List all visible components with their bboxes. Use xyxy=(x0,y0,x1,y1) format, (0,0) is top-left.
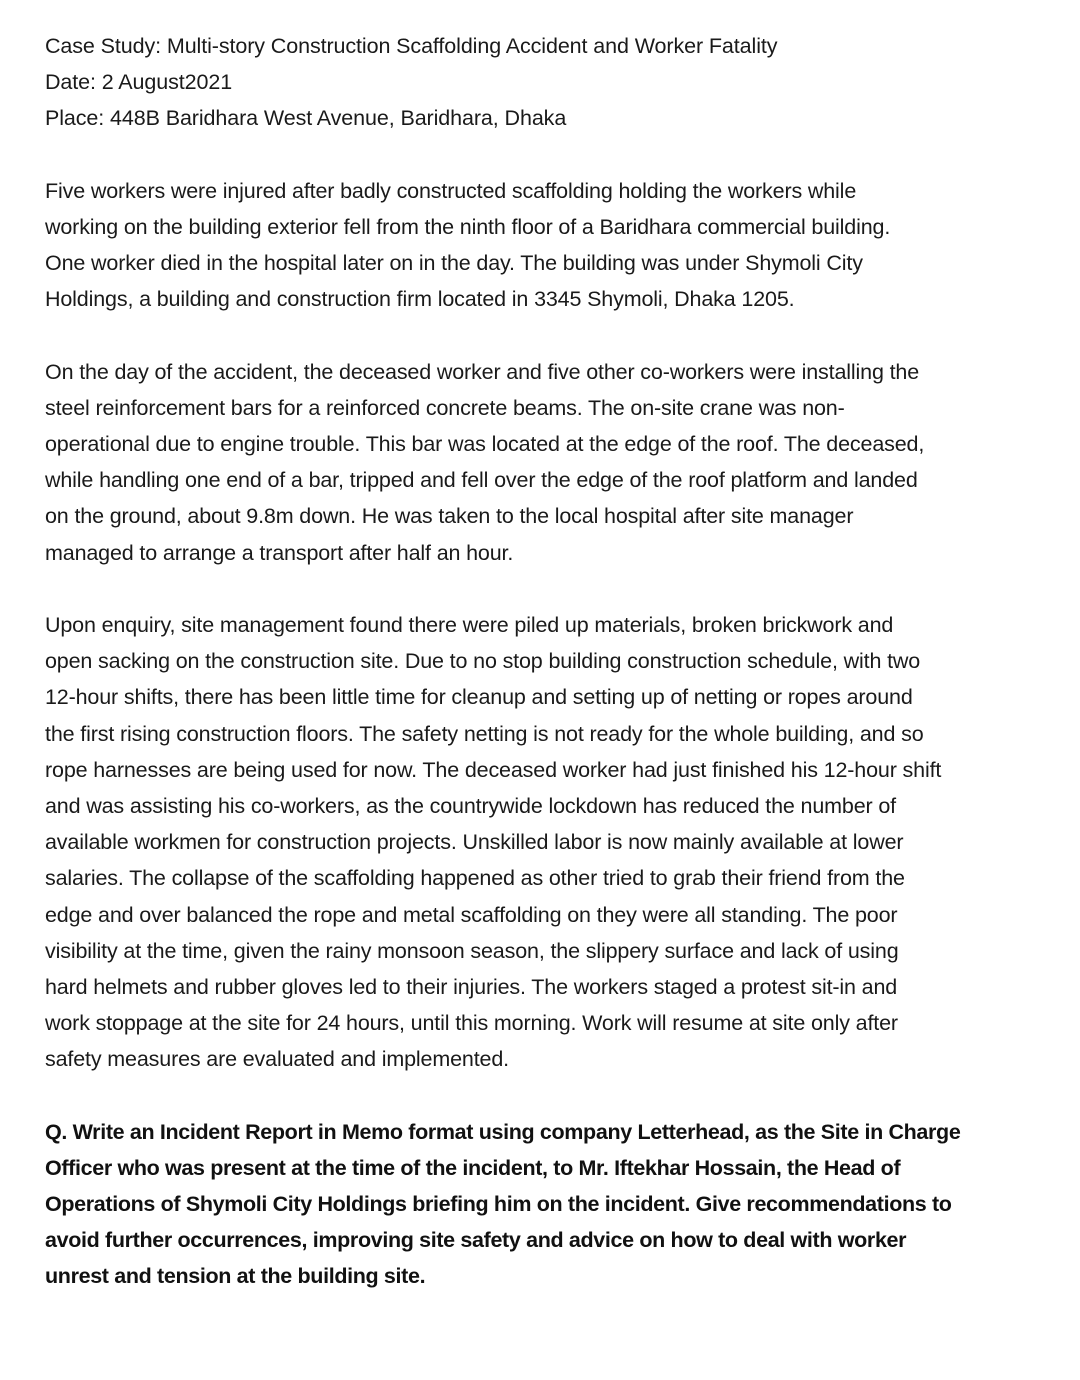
text-line: and was assisting his co-workers, as the countrywide lockdown has reduced the number of xyxy=(45,793,896,818)
text-line: One worker died in the hospital later on in the day. The building was under Shymoli City xyxy=(45,251,863,276)
text-line: while handling one end of a bar, tripped and fell over the edge of the roof platform and landed xyxy=(45,468,918,493)
question-line: Officer who was present at the time of the incident, to Mr. Iftekhar Hossain, the Head of xyxy=(45,1155,901,1180)
text-line: the first rising construction floors. The safety netting is not ready for the whole building, and so xyxy=(45,721,924,746)
case-title: Case Study: Multi-story Construction Scaffolding Accident and Worker Fatality xyxy=(45,34,778,58)
text-line: available workmen for construction projects. Unskilled labor is now mainly available at lower xyxy=(45,830,904,855)
paragraph-enquiry xyxy=(45,607,1055,1077)
text-line: working on the building exterior fell from the ninth floor of a Baridhara commercial building. xyxy=(45,214,891,239)
paragraph-incident-summary xyxy=(45,173,1055,318)
text-line: visibility at the time, given the rainy monsoon season, the slippery surface and lack of using xyxy=(45,938,899,963)
text-line: salaries. The collapse of the scaffolding happened as other tried to grab their friend from the xyxy=(45,866,905,891)
text-line: safety measures are evaluated and implemented. xyxy=(45,1047,509,1072)
text-line: Holdings, a building and construction firm located in 3345 Shymoli, Dhaka 1205. xyxy=(45,287,795,312)
question-line: avoid further occurrences, improving site safety and advice on how to deal with worker xyxy=(45,1228,907,1253)
text-line: Five workers were injured after badly constructed scaffolding holding the workers while xyxy=(45,178,857,203)
text-line: On the day of the accident, the deceased worker and five other co-workers were installing the xyxy=(45,359,920,384)
question-line: Q. Write an Incident Report in Memo format using company Letterhead, as the Site in Charge xyxy=(45,1119,961,1144)
question-line: Operations of Shymoli City Holdings briefing him on the incident. Give recommendations to xyxy=(45,1192,952,1216)
question-line: unrest and tension at the building site. xyxy=(45,1264,426,1289)
case-place: Place: 448B Baridhara West Avenue, Baridhara, Dhaka xyxy=(45,106,567,131)
text-line: edge and over balanced the rope and metal scaffolding on they were all standing. The poor xyxy=(45,902,898,927)
case-header xyxy=(45,28,1055,137)
question-block xyxy=(45,1114,1055,1295)
text-line: rope harnesses are being used for now. The deceased worker had just finished his 12-hour shift xyxy=(45,757,942,782)
text-line: work stoppage at the site for 24 hours, until this morning. Work will resume at site only after xyxy=(45,1011,898,1036)
text-line: on the ground, about 9.8m down. He was taken to the local hospital after site manager xyxy=(45,504,854,529)
text-line: operational due to engine trouble. This bar was located at the edge of the roof. The deceased, xyxy=(45,432,925,457)
text-line: hard helmets and rubber gloves led to their injuries. The workers staged a protest sit-in and xyxy=(45,974,898,999)
text-line: Upon enquiry, site management found there were piled up materials, broken brickwork and xyxy=(45,613,894,637)
text-line: managed to arrange a transport after half an hour. xyxy=(45,540,514,565)
text-line: steel reinforcement bars for a reinforced concrete beams. The on-site crane was non- xyxy=(45,395,845,420)
text-line: 12-hour shifts, there has been little time for cleanup and setting up of netting or ropes around xyxy=(45,685,913,710)
case-date: Date: 2 August2021 xyxy=(45,70,233,95)
text-line: open sacking on the construction site. Due to no stop building construction schedule, with two xyxy=(45,649,921,674)
paragraph-accident-day xyxy=(45,354,1055,571)
document-page xyxy=(45,28,1055,1295)
